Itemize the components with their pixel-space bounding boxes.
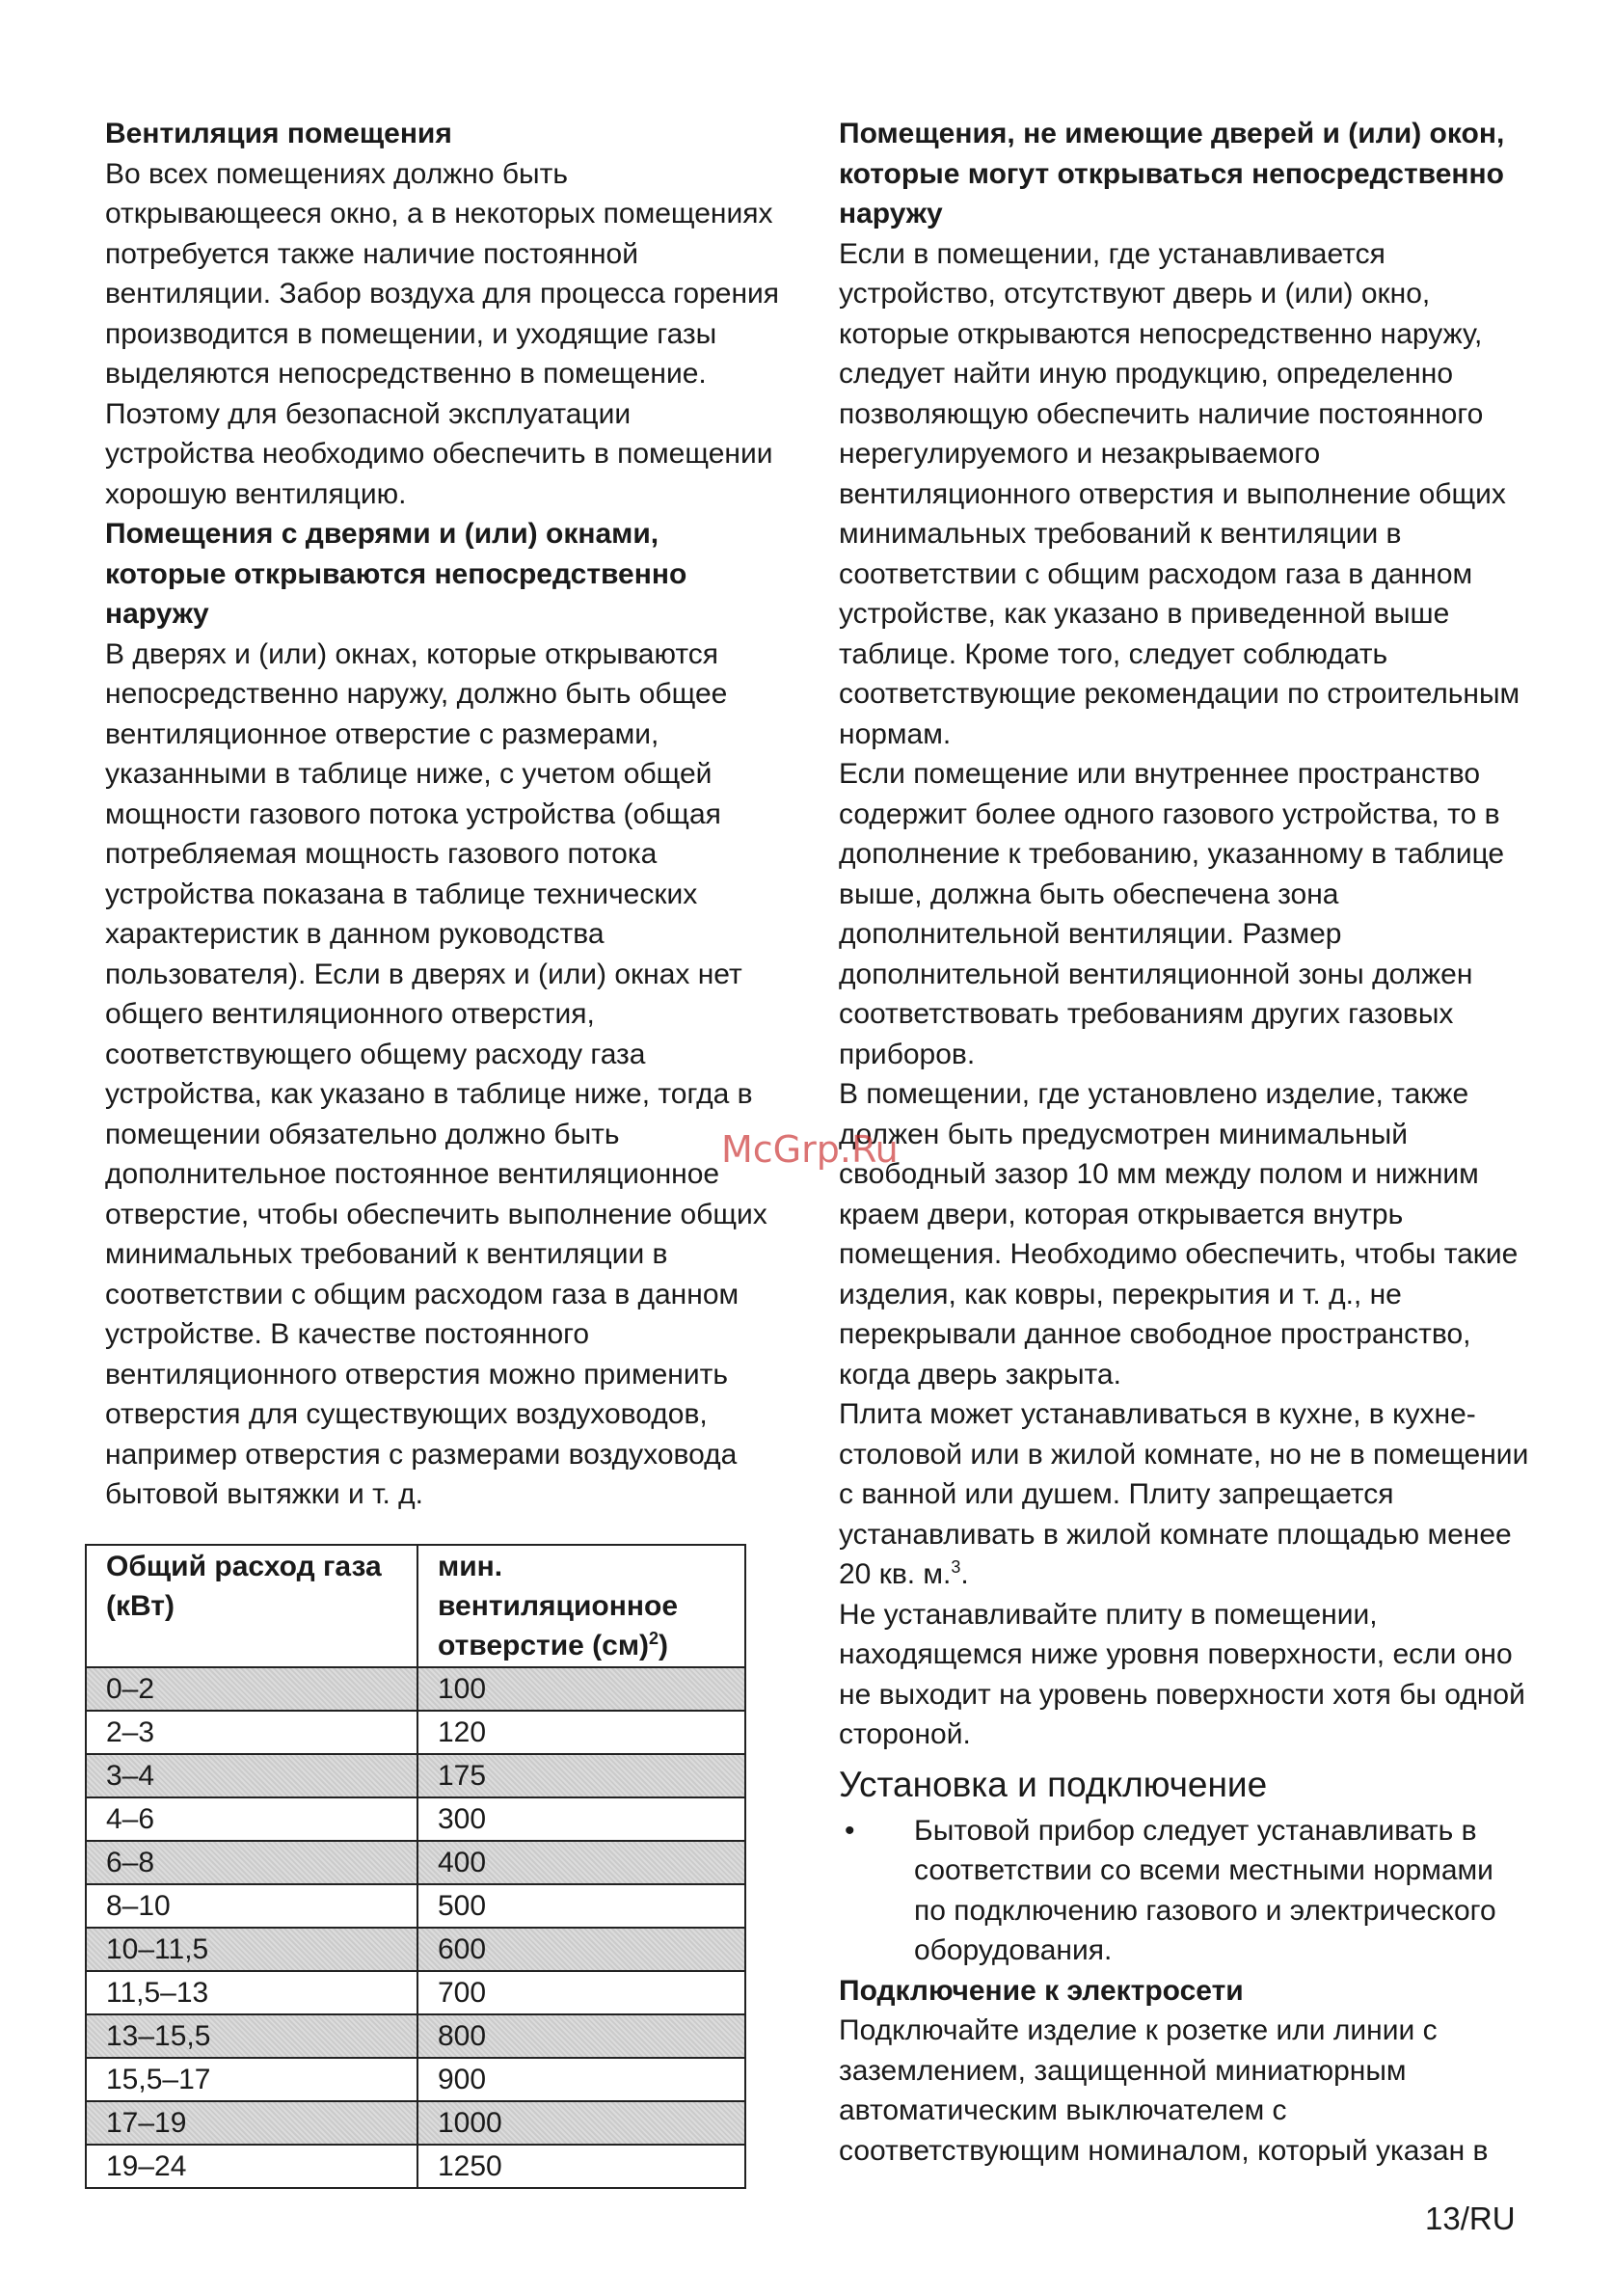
- table-row: [86, 1667, 745, 1711]
- gas-cell: 6–8: [86, 1841, 417, 1884]
- room-paragraph: [839, 1394, 1533, 1595]
- install-heading: Установка и подключение: [839, 1764, 1268, 1804]
- vent-cell: 400: [417, 1841, 745, 1884]
- nodoors-heading: Помещения, не имеющие дверей и (или) окон, которые могут открываться непосредственно наружу: [839, 118, 1505, 230]
- below-ground-paragraph: Не устанавливайте плиту в помещении, находящемся ниже уровня поверхности, если оно не выходит на уровень поверхности хотя бы одной стороной.: [839, 1598, 1525, 1750]
- table-row: [86, 1884, 745, 1928]
- gas-cell: 3–4: [86, 1754, 417, 1797]
- gas-cell: 4–6: [86, 1797, 417, 1841]
- nodoors-paragraph: Если в помещении, где устанавливается устройство, отсутствуют дверь и (или) окно, которые открываются непосредственно наружу, следует найти иную продукцию, определенно позволяющую обеспечить наличие постоянного нерегулируемого и незакрываемого вентиляционного отверстия и выполнение общих минимальных требований к вентиляции в соответствии с общим расходом газа в данном устройстве, как указано в приведенной выше таблице. Кроме того, следует соблюдать соответствующие рекомендации по строительным нормам.: [839, 237, 1520, 750]
- min-vent-header-end: ): [659, 1630, 669, 1661]
- page-number: 13/RU: [1425, 2201, 1516, 2236]
- vent-cell: 300: [417, 1797, 745, 1841]
- vent-cell: 700: [417, 1971, 745, 2014]
- table-row: [86, 1711, 745, 1754]
- vent-cell: 100: [417, 1667, 745, 1711]
- ventilation-heading: Вентиляция помещения: [105, 118, 452, 149]
- table-row: [86, 1971, 745, 2014]
- ventilation-paragraph: Во всех помещениях должно быть открывающееся окно, а в некоторых помещениях потребуется также наличие постоянной вентиляции. Забор воздуха для процесса горения производится в помещении, и уходящие газы выделяются непосредственно в помещение. Поэтому для безопасной эксплуатации устройства необходимо обеспечить в помещении хорошую вентиляцию.: [105, 157, 780, 510]
- table-header-row: [86, 1545, 745, 1667]
- vent-cell: 900: [417, 2058, 745, 2101]
- gas-cell: 11,5–13: [86, 1971, 417, 2014]
- left-column: [105, 114, 780, 1515]
- electric-paragraph: Подключайте изделие к розетке или линии с заземлением, защищенной миниатюрным автоматическим выключателем с соответствующим номиналом, который указан в: [839, 2014, 1489, 2167]
- table-row: [86, 1841, 745, 1884]
- doors-paragraph: В дверях и (или) окнах, которые открываются непосредственно наружу, должно быть общее вентиляционное отверстие с размерами, указанными в таблице ниже, с учетом общей мощности газового потока устройства (общая потребляемая мощность газового потока устройства показана в таблице технических характеристик в данном руководства пользователя). Если в дверях и (или) окнах нет общего вентиляционного отверстия, соответствующего общему расходу газа устройства, как указано в таблице ниже, тогда в помещении обязательно должно быть дополнительное постоянное вентиляционное отверстие, чтобы обеспечить выполнение общих минимальных требований к вентиляции в соответствии с общим расходом газа в данном устройстве. В качестве постоянного вентиляционного отверстия можно применить отверстия для существующих воздуховодов, например отверстия с размерами воздуховода бытовой вытяжки и т. д.: [105, 637, 767, 1510]
- vent-cell: 1250: [417, 2145, 745, 2188]
- gas-cell: 17–19: [86, 2101, 417, 2145]
- gas-cell: 2–3: [86, 1711, 417, 1754]
- vent-cell: 1000: [417, 2101, 745, 2145]
- min-vent-header: [417, 1545, 745, 1667]
- install-bullet: [839, 1811, 1533, 1971]
- table-row: [86, 1797, 745, 1841]
- gas-cell: 0–2: [86, 1667, 417, 1711]
- gas-cell: 13–15,5: [86, 2014, 417, 2058]
- vent-cell: 800: [417, 2014, 745, 2058]
- table-row: [86, 2145, 745, 2188]
- gas-cell: 19–24: [86, 2145, 417, 2188]
- table-row: [86, 2058, 745, 2101]
- vent-cell: 500: [417, 1884, 745, 1928]
- electric-heading: Подключение к электросети: [839, 1974, 1244, 2007]
- gas-cell: 15,5–17: [86, 2058, 417, 2101]
- multi-device-paragraph: Если помещение или внутреннее пространство содержит более одного газового устройства, то в дополнение к требованию, указанному в таблице выше, должна быть обеспечена зона дополнительной вентиляции. Размер дополнительной вентиляционной зоны должен соответствовать требованиям других газовых приборов.: [839, 758, 1505, 1070]
- room-footnote-mark: 3: [951, 1557, 961, 1577]
- min-vent-header-text: мин. вентиляционное отверстие (см): [438, 1551, 679, 1661]
- min-vent-header-sup: 2: [649, 1629, 659, 1648]
- doors-heading: Помещения с дверями и (или) окнами, которые открываются непосредственно наружу: [105, 518, 687, 630]
- ventilation-table: [85, 1544, 746, 2189]
- table-row: [86, 1928, 745, 1971]
- watermark: McGrp.Ru: [721, 1128, 899, 1171]
- vent-cell: 120: [417, 1711, 745, 1754]
- vent-cell: 600: [417, 1928, 745, 1971]
- room-text: Плита может устанавливаться в кухне, в кухне-столовой или в жилой комнате, но не в помещении с ванной или душем. Плиту запрещается устанавливать в жилой комнате площадью менее 20 кв. м.: [839, 1398, 1529, 1590]
- room-text-end: .: [960, 1558, 969, 1590]
- gas-cell: 8–10: [86, 1884, 417, 1928]
- bullet-mark: •: [845, 1814, 855, 1847]
- table-row: [86, 2014, 745, 2058]
- vent-cell: 175: [417, 1754, 745, 1797]
- bullet-text: Бытовой прибор следует устанавливать в соответствии со всеми местными нормами по подключению газового и электрического оборудования.: [914, 1814, 1496, 1966]
- table-row: [86, 2101, 745, 2145]
- table-row: [86, 1754, 745, 1797]
- gas-cell: 10–11,5: [86, 1928, 417, 1971]
- door-gap-paragraph: В помещении, где установлено изделие, также должен быть предусмотрен минимальный свободный зазор 10 мм между полом и нижним краем двери, которая открывается внутрь помещения. Необходимо обеспечить, чтобы такие изделия, как ковры, перекрытия и т. д., не перекрывали данное свободное пространство, когда дверь закрыта.: [839, 1078, 1519, 1391]
- gas-consumption-header: Общий расход газа (кВт): [86, 1545, 417, 1667]
- right-column: [839, 114, 1533, 2171]
